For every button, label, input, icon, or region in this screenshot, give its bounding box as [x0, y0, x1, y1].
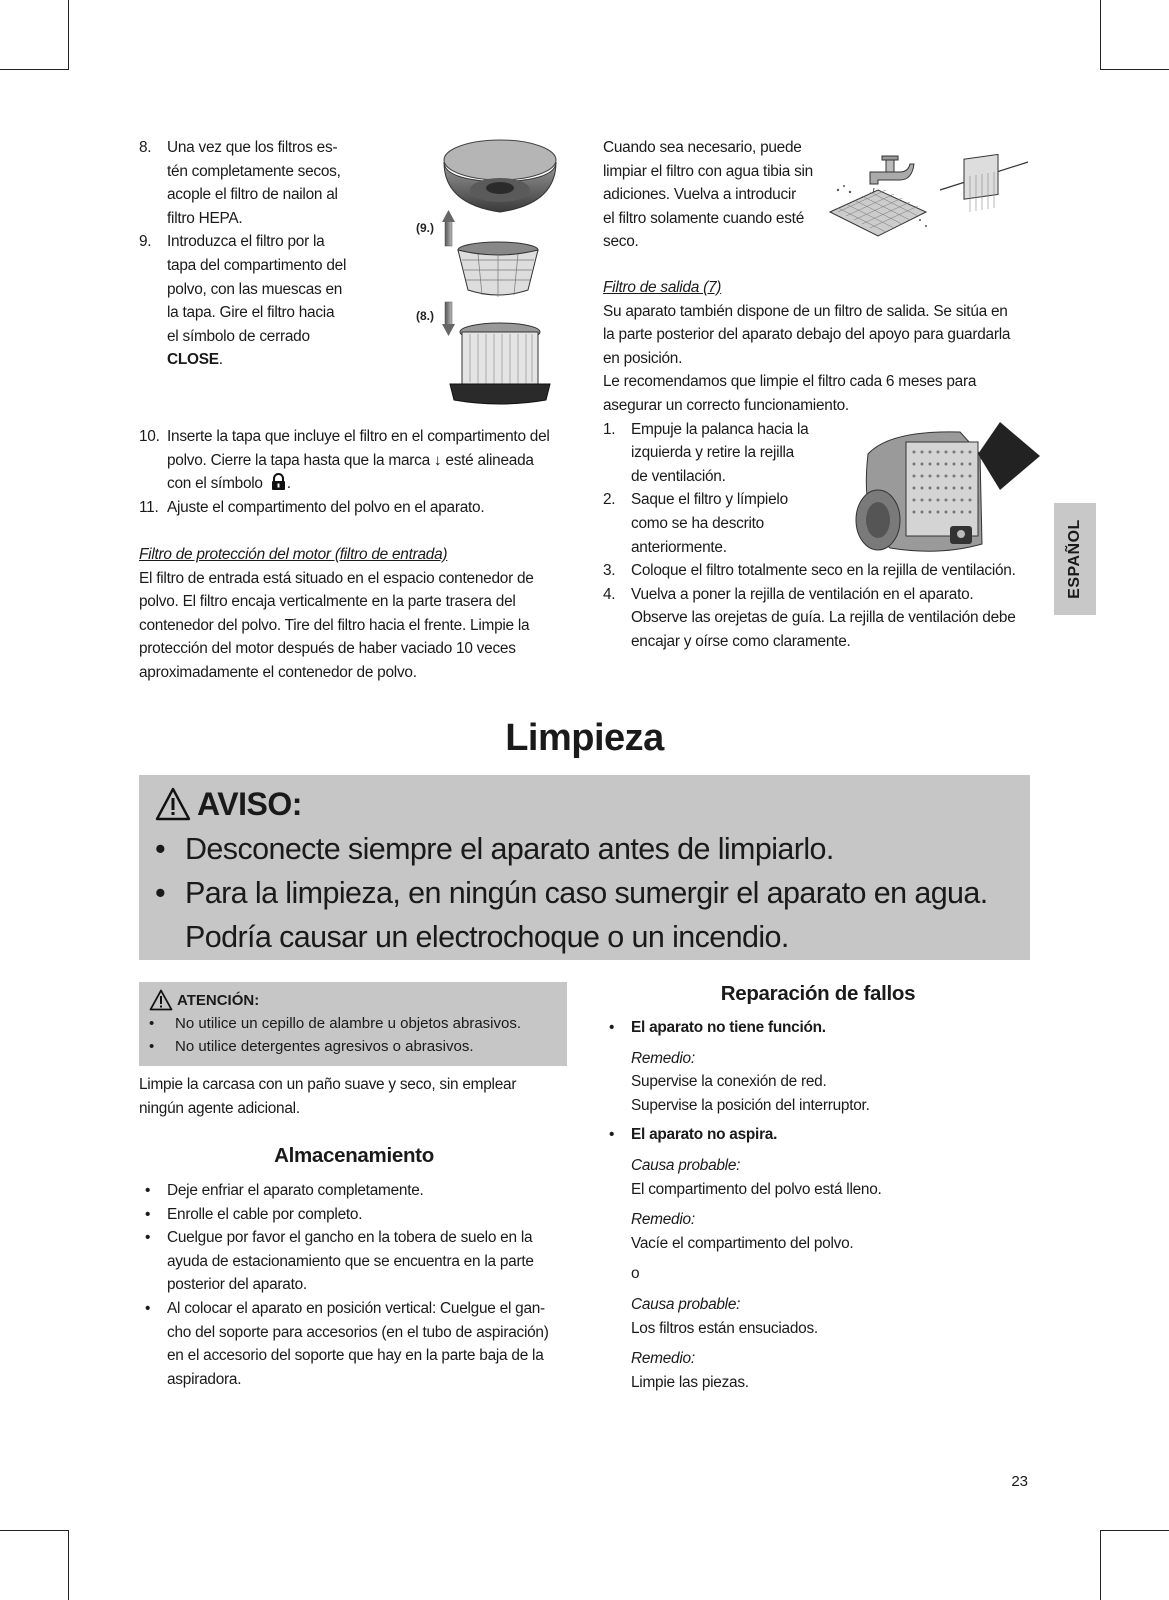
caution-triangle-icon	[149, 989, 173, 1011]
storage-title: Almacenamiento	[274, 1144, 434, 1167]
crop-mark	[1100, 1530, 1169, 1531]
crop-mark	[68, 1530, 69, 1600]
filter-assembly-illustration	[416, 132, 570, 410]
storage-item: • Al colocar el aparato en posición vertical: Cuelgue el gan- cho del soporte para accesorios (en el tubo de aspiración) en el accesorio del soporte que hay en la parte baja de la aspiradora.	[139, 1297, 569, 1391]
language-tab: ESPAÑOL	[1054, 503, 1096, 615]
outlet-step-1: 1. Empuje la palanca hacia la izquierda y retire la rejilla de ventilación.	[603, 420, 809, 485]
problem-item: • El aparato no tiene función. Remedio: Supervise la conexión de red. Supervise la posición del interruptor.	[603, 1016, 1033, 1117]
storage-list	[139, 1179, 569, 1391]
water-cleaning-text: Cuando sea necesario, puede limpiar el filtro con agua tibia sin adiciones. Vuelva a introducir el filtro solamente cuando esté seco.	[603, 139, 813, 251]
steps-8-9	[139, 136, 369, 372]
storage-item: • Deje enfriar el aparato completamente.	[139, 1179, 569, 1203]
outlet-step-2: 2. Saque el filtro y límpielo como se ha descrito anteriormente.	[603, 491, 788, 556]
troubleshooting-title: Reparación de fallos	[720, 982, 916, 1005]
warning-item: • Para la limpieza, en ningún caso sumergir el aparato en agua. Podría causar un electrochoque o un incendio.	[149, 871, 1020, 959]
warning-heading: AVISO:	[149, 783, 1020, 825]
outlet-step-4: 4. Vuelva a poner la rejilla de ventilación en el aparato. Observe las orejetas de guía. La rejilla de ventilación debe encajar y oírse como claramente.	[603, 585, 1016, 650]
storage-item: • Enrolle el cable por completo.	[139, 1203, 569, 1227]
attention-box	[139, 982, 567, 1066]
attention-item: • No utilice detergentes agresivos o abrasivos.	[149, 1035, 557, 1058]
step-9: 9. Introduzca el filtro por la tapa del compartimento del polvo, con las muescas en la tapa. Gire el filtro hacia el símbolo de cerrado CLOSE.	[139, 233, 347, 369]
outlet-step-3: 3. Coloque el filtro totalmente seco en la rejilla de ventilación.	[603, 562, 1016, 580]
step-10: 10. Inserte la tapa que incluye el filtro en el compartimento del polvo. Cierre la tapa hasta que la marca ↓ esté alineada con el símbolo .	[139, 428, 550, 493]
attention-item: • No utilice un cepillo de alambre u objetos abrasivos.	[149, 1012, 557, 1035]
crop-mark	[68, 0, 69, 69]
outlet-filter-section: Filtro de salida (7) Su aparato también dispone de un filtro de salida. Se sitúa en la parte posterior del aparato debajo del apoyo para guardarla en posición. Le recomendamos que limpie el filtro cada 6 meses para asegurar un correcto funcionamiento. 1. Empuje la palanca hacia la izquierda y retire la rejilla de ventilación. 2. Saque el filtro y límpielo como se ha descrito anteriormente. 3. Coloque el filtro totalmente seco en la rejilla de ventilación. 4. Vuelva a poner la rejilla de ventilación en el aparato. Observe las orejetas de guía. La rejilla de ventilación debe encajar y oírse como claramente.	[603, 276, 1033, 654]
storage-item: • Cuelgue por favor el gancho en la tobera de suelo en la ayuda de estacionamiento que se encuentra en la parte posterior del aparato.	[139, 1226, 569, 1297]
step-8: 8. Una vez que los filtros es- tén completamente secos, acople el filtro de nailon al filtro HEPA.	[139, 139, 341, 227]
attention-heading: ATENCIÓN:	[149, 988, 557, 1012]
crop-mark	[1100, 69, 1169, 70]
lock-icon	[270, 473, 287, 490]
crop-mark	[0, 1530, 69, 1531]
filter-washing-illustration	[830, 150, 1030, 245]
warning-box	[139, 775, 1030, 960]
housing-cleaning-text: Limpie la carcasa con un paño suave y seco, sin emplear ningún agente adicional.	[139, 1076, 517, 1117]
motor-filter-heading: Filtro de protección del motor (filtro de entrada)	[139, 546, 448, 563]
vacuum-rear-illustration	[850, 424, 1040, 560]
step-11: 11. Ajuste el compartimento del polvo en el aparato.	[139, 498, 485, 516]
troubleshooting-list	[603, 1016, 1033, 1394]
label-step-9: (9.)	[416, 221, 434, 235]
warning-triangle-icon	[155, 787, 191, 821]
warning-item: • Desconecte siempre el aparato antes de limpiarlo.	[149, 827, 1020, 871]
motor-filter-section: Filtro de protección del motor (filtro de entrada) El filtro de entrada está situado en el espacio contenedor de polvo. El filtro encaja verticalmente en la parte trasera del contenedor del polvo. Tire del filtro hacia el frente. Limpie la protección del motor después de haber vaciado 10 veces aproximadamente el contenedor de polvo.	[139, 543, 579, 685]
outlet-filter-heading: Filtro de salida (7)	[603, 279, 722, 296]
crop-mark	[1100, 1530, 1101, 1600]
page-number: 23	[1011, 1473, 1028, 1490]
cleaning-title: Limpieza	[505, 717, 664, 759]
crop-mark	[0, 69, 69, 70]
steps-10-11	[139, 425, 579, 519]
crop-mark	[1100, 0, 1101, 69]
problem-item: • El aparato no aspira. Causa probable: El compartimento del polvo está lleno. Remedio: Vacíe el compartimento del polvo. o Causa probable: Los filtros están ensuciados. Remedio: Limpie las piezas.	[603, 1123, 1033, 1394]
label-step-8: (8.)	[416, 309, 434, 323]
